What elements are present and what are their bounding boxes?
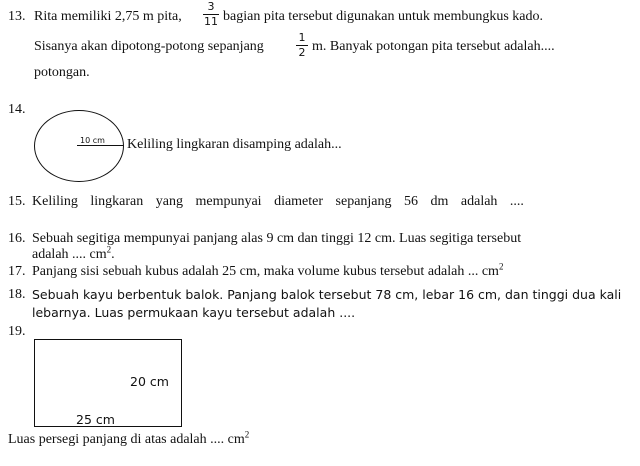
rectangle-height-label: 20 cm [130,374,169,389]
question-text: potongan. [34,65,90,80]
question-number: 14. [8,102,26,117]
circle-diagram [34,110,124,182]
fraction-denominator: 2 [298,46,306,59]
question-text: lebarnya. Luas permukaan kayu tersebut adalah .... [32,305,356,320]
question-text: Sisanya akan dipotong-potong sepanjang [34,39,264,54]
question-number: 15. [8,194,26,209]
fraction-denominator: 11 [204,15,218,28]
question-text: Keliling lingkaran disamping adalah... [127,137,342,152]
question-text: bagian pita tersebut digunakan untuk membungkus kado. [223,9,543,24]
question-text: Sebuah segitiga mempunyai panjang alas 9 cm dan tinggi 12 cm. Luas segitiga tersebut [32,231,522,246]
question-text: Sebuah kayu berbentuk balok. Panjang balok tersebut 78 cm, lebar 16 cm, dan tinggi dua kali [32,287,622,302]
question-text: m. Banyak potongan pita tersebut adalah.... [312,39,555,54]
fraction-numerator: 3 [207,0,215,13]
question-text: adalah .... $cm^2$. [32,244,115,262]
radius-label: 10 cm [80,136,105,145]
rectangle-width-label: 25 cm [76,412,115,427]
question-number: 16. [8,231,26,246]
question-text: Rita memiliki 2,75 m pita, [34,9,182,24]
question-number: 13. [8,9,26,24]
fraction-three-elevenths [203,1,219,28]
fraction-one-half [296,32,308,59]
fraction-numerator: 1 [298,31,306,44]
question-number: 17. [8,264,26,279]
question-text: Panjang sisi sebuah kubus adalah 25 cm, maka volume kubus tersebut adalah ... $cm^2$ [32,261,504,279]
radius-line [77,145,123,146]
question-text: Luas persegi panjang di atas adalah .... $cm^2$ [8,429,250,447]
question-text: Keliling lingkaran yang mempunyai diameter sepanjang 56 dm adalah .... [32,194,524,209]
question-number: 19. [8,324,26,339]
question-number: 18. [8,287,26,302]
